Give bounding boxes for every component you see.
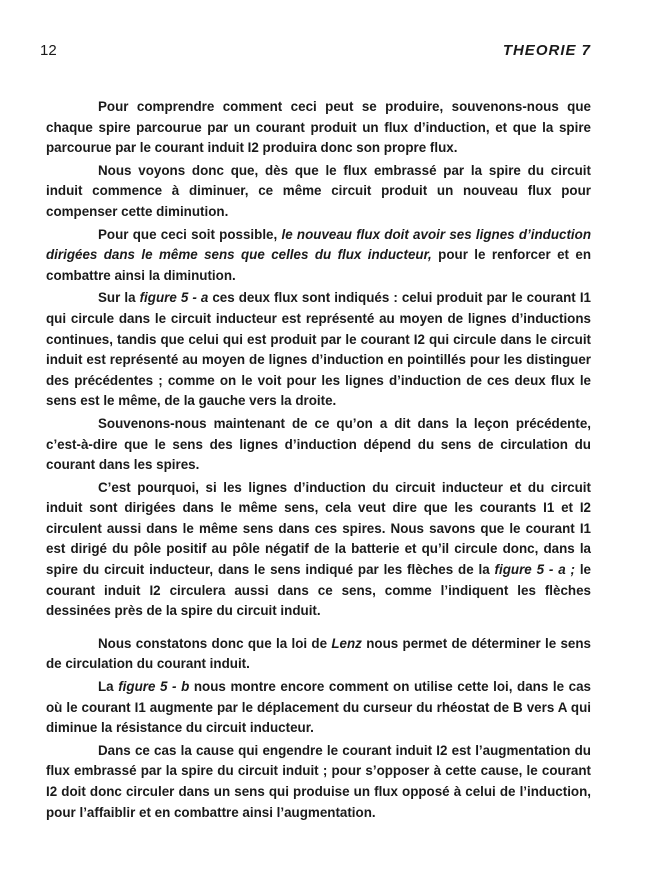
italic-phrase: figure 5 - a ; xyxy=(494,562,575,578)
italic-phrase: figure 5 - a xyxy=(139,290,209,306)
text-run: Sur la xyxy=(98,290,140,306)
text-run: pour le renforcer et en combattre ainsi la diminution. xyxy=(46,247,591,283)
text-run: ces deux flux sont indiqués : celui produit par le courant I1 qui circule dans le circuit inducteur est représenté au moyen de lignes d’inductions continues, tandis que celui qui est produit par le courant I2 qui circule dans le circuit induit est représenté au moyen de lignes d’induction en pointillés pour les distinguer des précédentes ; comme on le voit pour les lignes d’induction de ces deux flux le sens est le même, de la gauche vers la droite. xyxy=(46,290,591,409)
page-header xyxy=(40,42,591,59)
italic-phrase: figure 5 - b xyxy=(118,679,190,695)
text-run: Dans ce cas la cause qui engendre le courant induit I2 est l’augmentation du flux embrassé par la spire du circuit induit ; pour s’opposer à cette cause, le courant I2 doit donc circuler dans un sens qui produise un flux opposé à celui de l’induction, pour l’affaiblir et en combattre ainsi l’augmentation. xyxy=(46,742,591,820)
paragraph xyxy=(46,97,591,159)
text-run: C’est pourquoi, si les lignes d’induction du circuit inducteur et du circuit induit sont dirigées dans le même sens, cela veut dire que les courants I1 et I2 circulent aussi dans le même sens dans ces spires. Nous savons que le courant I1 est dirigé du pôle positif au pôle négatif de la batterie et qu’il circule donc, dans la spire du circuit inducteur, dans le sens indiqué par les flèches de la xyxy=(46,479,591,578)
running-title: THEORIE 7 xyxy=(502,42,591,59)
italic-phrase: Lenz xyxy=(331,635,362,651)
paragraph xyxy=(46,288,591,412)
italic-phrase: le nouveau flux doit avoir ses lignes d’induction dirigées dans le même sens que celles du flux inducteur, xyxy=(46,226,591,263)
text-run: La xyxy=(98,679,119,695)
paragraph xyxy=(46,478,591,622)
text-run: Pour que ceci soit possible, xyxy=(98,226,282,242)
body-text xyxy=(46,97,591,825)
text-run: Nous voyons donc que, dès que le flux embrassé par la spire du circuit induit commence à diminuer, ce même circuit produit un nouveau flux pour compenser cette diminution. xyxy=(46,162,591,219)
page-number: 12 xyxy=(40,42,57,59)
paragraph xyxy=(46,634,591,675)
paragraph xyxy=(46,677,591,739)
paragraph xyxy=(46,741,591,823)
paragraph xyxy=(46,414,591,476)
paragraph xyxy=(46,225,591,287)
text-run: nous montre encore comment on utilise cette loi, dans le cas où le courant I1 augmente par le déplacement du curseur du rhéostat de B vers A qui diminue la résistance du circuit inducteur. xyxy=(46,679,591,736)
text-run: Pour comprendre comment ceci peut se produire, souvenons-nous que chaque spire parcourue par un courant produit un flux d’induction, et que la spire parcourue par le courant induit I2 produira donc son propre flux. xyxy=(46,99,591,156)
text-run: nous permet de déterminer le sens de circulation du courant induit. xyxy=(46,635,591,672)
text-run: Souvenons-nous maintenant de ce qu’on a dit dans la leçon précédente, c’est-à-dire que le sens des lignes d’induction dépend du sens de circulation du courant dans les spires. xyxy=(46,415,591,473)
paragraph xyxy=(46,161,591,223)
text-run: le courant induit I2 circulera aussi dans ce sens, comme l’indiquent les flèches dessinées près de la spire du circuit induit. xyxy=(46,562,591,619)
text-run: Nous constatons donc que la loi de xyxy=(98,635,332,651)
